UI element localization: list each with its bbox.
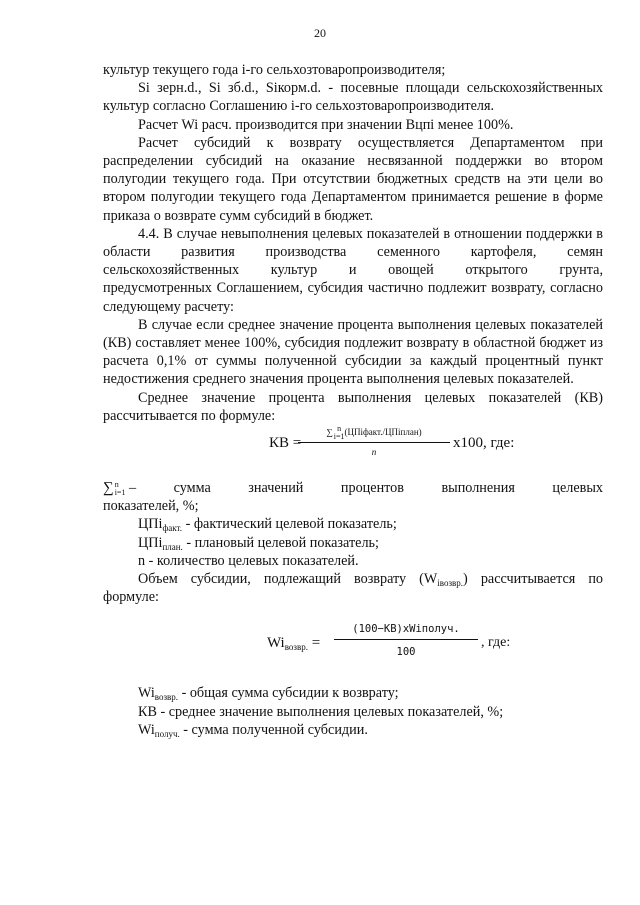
- formula-kv-denominator: n: [371, 447, 377, 458]
- sigma-limits: [115, 481, 126, 497]
- paragraph-5b: сельскохозяйственных культур и овощей открытого грунта,: [103, 262, 603, 279]
- formula-return-tail: , где:: [481, 635, 511, 651]
- paragraph-5c: предусмотренных Соглашением, субсидия частично подлежит возврату, согласно следующему расчету:: [103, 280, 603, 315]
- sigma-dash: –: [128, 480, 137, 497]
- formula-kv-fraction: [298, 425, 450, 458]
- sigma-word: сумма: [173, 480, 211, 497]
- formula-return-fraction: [334, 622, 478, 659]
- sigma-word: процентов: [340, 480, 404, 497]
- paragraph-3: Расчет Wi расч. производится при значении Вцпi менее 100%.: [138, 116, 514, 133]
- formula-kv-sum-symbol: ∑: [326, 427, 333, 438]
- formula-return-denominator: 100: [396, 646, 416, 659]
- sigma-word: целевых: [552, 480, 603, 497]
- formula-return-lhs: [267, 634, 320, 652]
- cp-plan-text: - плановый целевой показатель;: [182, 534, 379, 551]
- formula-kv: [103, 425, 603, 465]
- cp-fact-subscript: факт.: [162, 523, 183, 534]
- spacer: [103, 666, 603, 684]
- definition-cp-fact: [103, 515, 603, 533]
- p8-subscript: iвозвр.: [437, 578, 464, 589]
- paragraph-2: Si зерн.d., Si зб.d., Siкорм.d. - посевные площади сельскохозяйственных культур согласно Соглашению i-го сельхозтоваропроизводителя.: [103, 80, 603, 115]
- sigma-word: выполнения: [441, 480, 515, 497]
- formula-return-eq: =: [307, 635, 321, 652]
- definition-w-received: [103, 721, 603, 739]
- definition-cp-plan: [103, 534, 603, 552]
- formula-return: [103, 620, 603, 666]
- formula-kv-sum-upper: n: [337, 424, 342, 434]
- sigma-word: значений: [248, 480, 304, 497]
- formula-kv-lhs: КВ =: [269, 435, 302, 452]
- definition-sigma-symbol: [103, 479, 136, 497]
- paragraph-4: Расчет субсидий к возврату осуществляется Департаментом при распределении субсидий на оказание несвязанной поддержки во втором полугодии текущего года. При отсутствии бюджетных средств на эти цели во втором полугодии текущего года Департаментом принимается решение в форме приказа о возврате сумм субсидий в бюджет.: [103, 134, 603, 224]
- page-number: 20: [314, 26, 326, 40]
- formula-return-lhs-main: Wi: [267, 635, 285, 652]
- formula-kv-numerator-text: (ЦПiфакт./ЦПiплан): [344, 427, 422, 438]
- definition-w-return: [103, 684, 603, 702]
- definition-sigma-cont: показателей, %;: [103, 498, 199, 515]
- formula-kv-rhs: х100, где:: [453, 435, 515, 452]
- w-return-symbol: Wi: [138, 685, 155, 702]
- paragraph-6: В случае если среднее значение процента выполнения целевых показателей (КВ) составляет менее 100%, субсидия подлежит возврату в областной бюджет из расчета 0,1% от суммы полученной субсидии за каждый процентный пункт недостижения среднего значения процента выполнения целевых показателей.: [103, 316, 603, 388]
- formula-return-numerator: (100−КВ)xWiполуч.: [334, 622, 478, 640]
- formula-kv-sum-lower: i=1: [333, 432, 345, 442]
- paragraph-8: [103, 570, 603, 606]
- definition-kv: КВ - среднее значение выполнения целевых показателей, %;: [138, 703, 504, 720]
- w-received-text: - сумма полученной субсидии.: [179, 721, 368, 738]
- sigma-lower: i=1: [114, 487, 126, 497]
- cp-plan-symbol: ЦПi: [138, 534, 163, 551]
- formula-kv-numerator: [298, 425, 450, 443]
- p8-text-before: Объем субсидии, подлежащий возврату (W: [138, 571, 438, 588]
- paragraph-1: культур текущего года i-го сельхозтоваропроизводителя;: [103, 62, 446, 78]
- formula-return-lhs-sub: возвр.: [284, 642, 308, 653]
- document-body: [103, 61, 603, 739]
- paragraph-5a: 4.4. В случае невыполнения целевых показателей в отношении поддержки в области развития производства семенного картофеля, семян: [103, 225, 603, 261]
- cp-fact-symbol: ЦПi: [138, 516, 163, 533]
- w-return-text: - общая сумма субсидии к возврату;: [178, 685, 399, 702]
- w-received-subscript: получ.: [154, 728, 180, 739]
- definition-sigma: [103, 479, 603, 497]
- formula-kv-sum-limits: [334, 425, 345, 441]
- sigma-upper: n: [114, 479, 119, 489]
- p8-text-after: ) рассчитывается по формуле:: [103, 571, 604, 606]
- definition-n: n - количество целевых показателей.: [138, 552, 359, 569]
- cp-plan-subscript: план.: [162, 541, 183, 552]
- paragraph-7: Среднее значение процента выполнения целевых показателей (КВ) рассчитывается по формуле:: [103, 389, 603, 424]
- w-received-symbol: Wi: [138, 721, 155, 738]
- sigma-glyph: ∑: [103, 480, 114, 497]
- cp-fact-text: - фактический целевой показатель;: [182, 516, 397, 533]
- w-return-subscript: возвр.: [154, 692, 179, 703]
